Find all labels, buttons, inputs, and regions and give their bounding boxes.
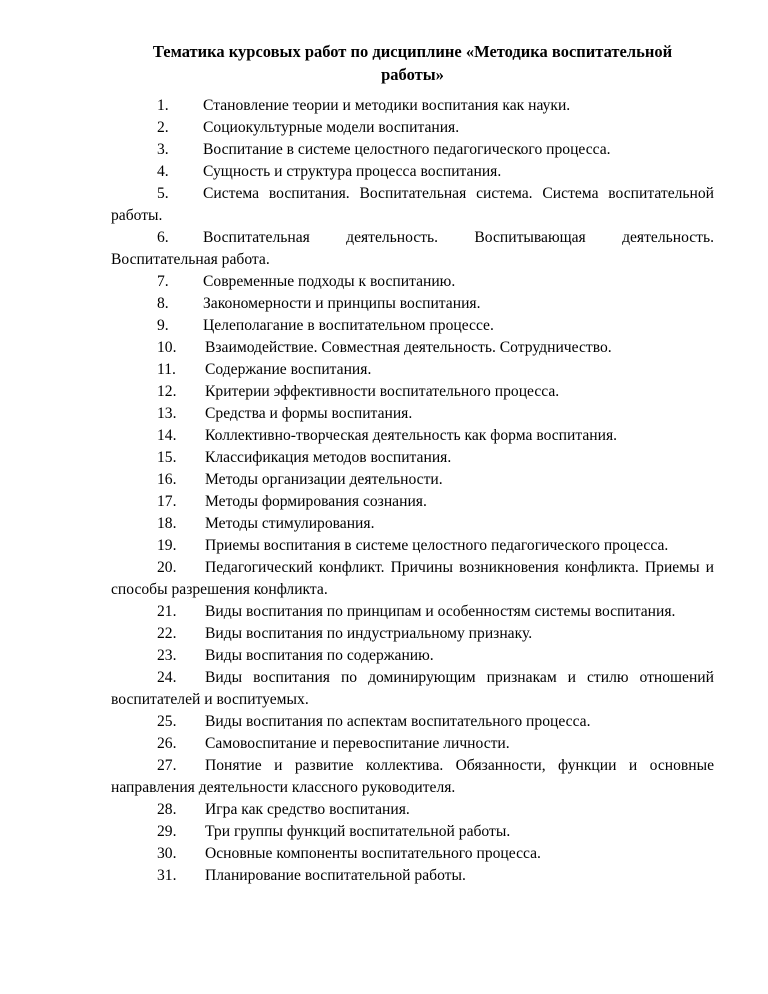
topic-number: 20. [157,559,177,576]
topic-item [111,161,714,183]
topic-number: 12. [157,383,177,400]
topic-item [111,821,714,843]
topic-number: 17. [157,493,177,510]
topic-item [111,513,714,535]
topic-text: Социокультурные модели воспитания. [203,119,460,136]
topic-text: Взаимодействие. Совместная деятельность. Сотрудничество. [205,339,612,356]
topic-text: Игра как средство воспитания. [205,801,410,818]
topic-number: 31. [157,867,177,884]
topic-item [111,645,714,667]
topic-item [111,447,714,469]
topic-number: 26. [157,735,177,752]
topic-text: Средства и формы воспитания. [205,405,413,422]
topic-text: Методы формирования сознания. [205,493,427,510]
document-page [111,40,714,887]
topic-number: 5. [157,185,169,202]
topic-item [111,667,714,711]
topic-item [111,469,714,491]
topic-number: 22. [157,625,177,642]
topic-item [111,535,714,557]
topic-text: Виды воспитания по содержанию. [205,647,434,664]
topic-text: Самовоспитание и перевоспитание личности. [205,735,510,752]
topic-item [111,755,714,799]
topic-text: Приемы воспитания в системе целостного педагогического процесса. [205,537,669,554]
topic-text: Сущность и структура процесса воспитания. [203,163,502,180]
topic-item [111,843,714,865]
topic-number: 16. [157,471,177,488]
topic-text: Воспитание в системе целостного педагогического процесса. [203,141,611,158]
topic-text: Понятие и развитие коллектива. Обязанности, функции и основные направления деятельности классного руководителя. [111,757,714,796]
topic-text: Критерии эффективности воспитательного процесса. [205,383,560,400]
document-title [111,40,714,86]
topic-text: Содержание воспитания. [205,361,372,378]
topic-text: Современные подходы к воспитанию. [203,273,456,290]
topic-number: 10. [157,339,177,356]
topic-list [111,95,714,887]
topic-item [111,601,714,623]
topic-item [111,799,714,821]
topic-text: Воспитательная деятельность. Воспитывающая деятельность. Воспитательная работа. [111,229,714,268]
topic-item [111,491,714,513]
topic-text: Педагогический конфликт. Причины возникновения конфликта. Приемы и способы разрешения конфликта. [111,559,714,598]
topic-item [111,359,714,381]
topic-text: Методы организации деятельности. [205,471,443,488]
topic-number: 21. [157,603,177,620]
topic-number: 29. [157,823,177,840]
topic-text: Коллективно-творческая деятельность как форма воспитания. [205,427,618,444]
topic-item [111,139,714,161]
topic-text: Виды воспитания по принципам и особенностям системы воспитания. [205,603,676,620]
topic-text: Три группы функций воспитательной работы. [205,823,511,840]
topic-number: 7. [157,273,169,290]
topic-number: 19. [157,537,177,554]
topic-number: 25. [157,713,177,730]
topic-item [111,271,714,293]
topic-text: Система воспитания. Воспитательная система. Система воспитательной работы. [111,185,714,224]
topic-number: 6. [157,229,169,246]
topic-number: 1. [157,97,169,114]
topic-text: Становление теории и методики воспитания как науки. [203,97,571,114]
topic-text: Классификация методов воспитания. [205,449,452,466]
topic-text: Целеполагание в воспитательном процессе. [203,317,494,334]
topic-item [111,183,714,227]
topic-number: 4. [157,163,169,180]
title-line-2: работы» [381,65,444,84]
topic-number: 14. [157,427,177,444]
topic-item [111,381,714,403]
topic-item [111,403,714,425]
topic-text: Методы стимулирования. [205,515,375,532]
topic-item [111,315,714,337]
topic-text: Виды воспитания по аспектам воспитательного процесса. [205,713,591,730]
topic-text: Планирование воспитательной работы. [205,867,466,884]
topic-number: 2. [157,119,169,136]
topic-number: 13. [157,405,177,422]
topic-number: 9. [157,317,169,334]
topic-number: 3. [157,141,169,158]
topic-number: 27. [157,757,177,774]
topic-number: 8. [157,295,169,312]
topic-item [111,95,714,117]
title-line-1: Тематика курсовых работ по дисциплине «Методика воспитательной [152,42,673,61]
topic-number: 28. [157,801,177,818]
topic-item [111,733,714,755]
topic-item [111,711,714,733]
topic-text: Основные компоненты воспитательного процесса. [205,845,541,862]
topic-item [111,227,714,271]
topic-number: 23. [157,647,177,664]
topic-text: Виды воспитания по индустриальному признаку. [205,625,533,642]
topic-item [111,623,714,645]
topic-item [111,557,714,601]
topic-item [111,865,714,887]
topic-number: 18. [157,515,177,532]
topic-text: Закономерности и принципы воспитания. [203,295,481,312]
topic-number: 24. [157,669,177,686]
topic-item [111,425,714,447]
topic-item [111,293,714,315]
topic-item [111,117,714,139]
topic-text: Виды воспитания по доминирующим признакам и стилю отношений воспитателей и воспитуемых. [111,669,714,708]
topic-number: 15. [157,449,177,466]
topic-number: 30. [157,845,177,862]
topic-number: 11. [157,361,176,378]
topic-item [111,337,714,359]
